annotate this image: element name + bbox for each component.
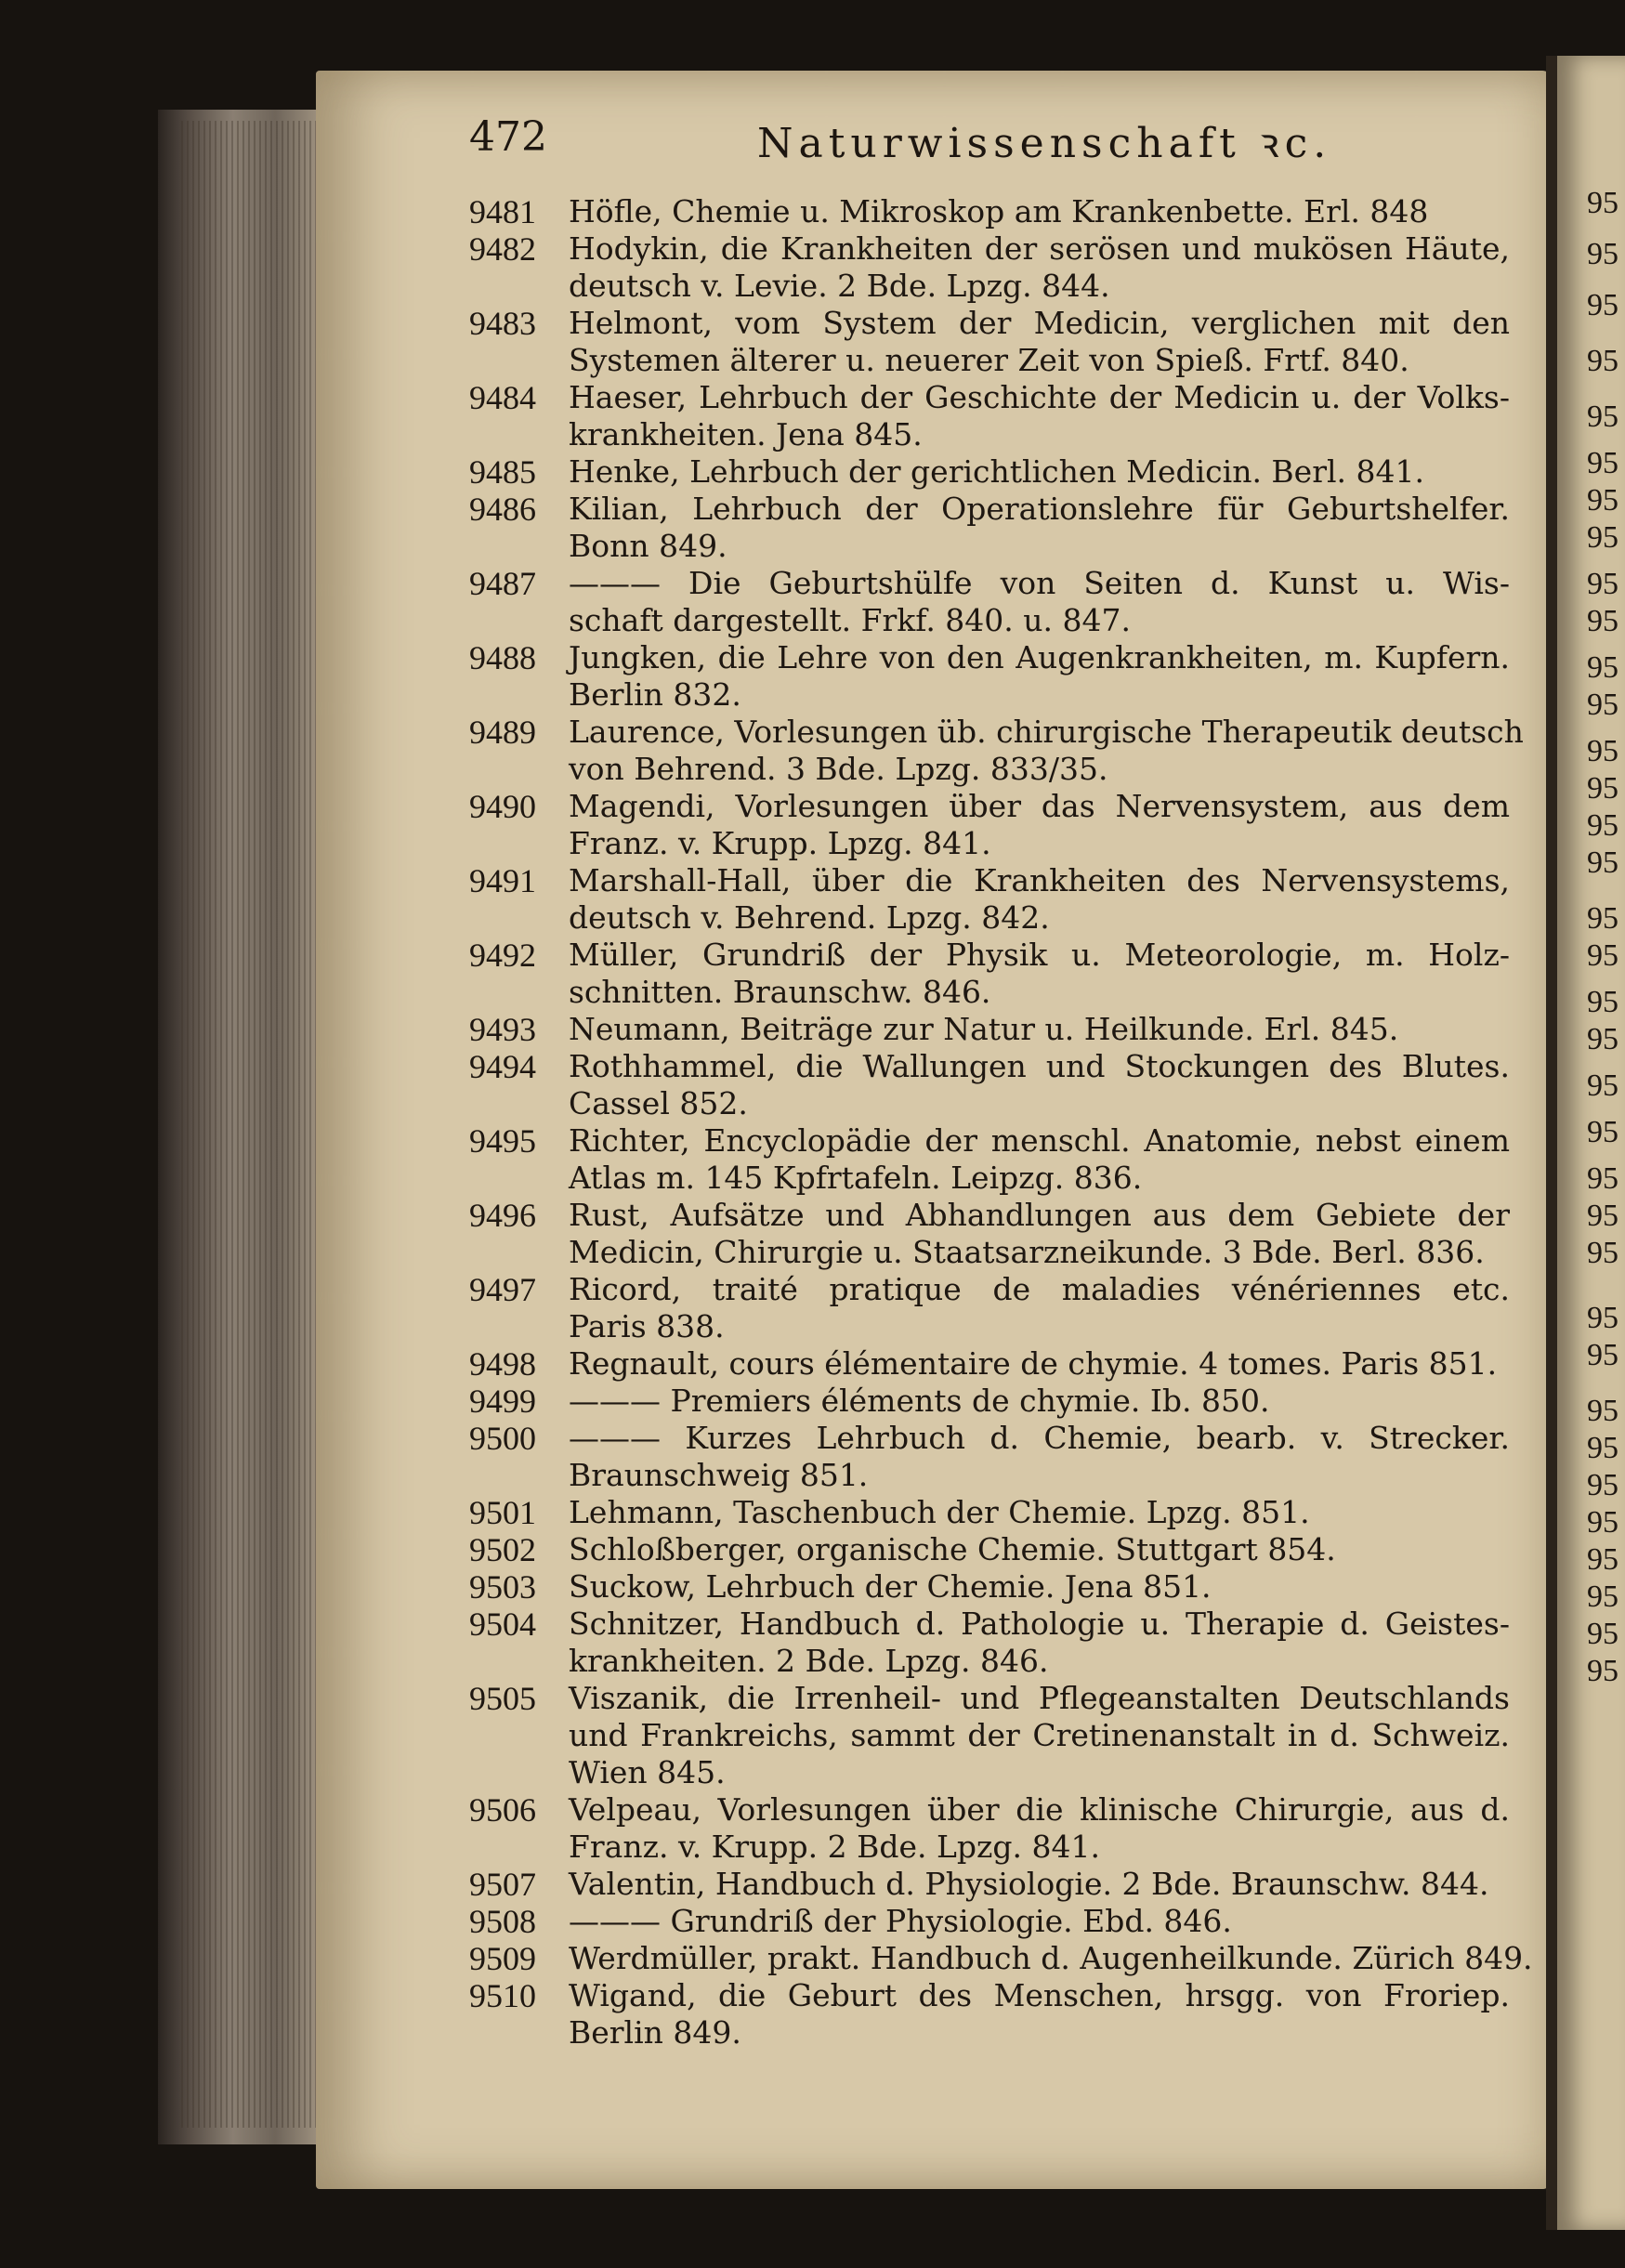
facing-page-numbers <box>1587 186 1625 2230</box>
entry-text <box>569 193 1510 230</box>
catalogue-entry <box>469 1680 1510 1791</box>
catalogue-entry <box>469 305 1510 379</box>
entry-line: Helmont, vom System der Medicin, verglichen mit den <box>569 305 1510 341</box>
facing-page-number: 95 <box>1587 1542 1618 1577</box>
entry-line: Franz. v. Krupp. Lpzg. 841. <box>569 825 991 861</box>
entry-text <box>569 1977 1510 2052</box>
entry-text <box>569 1791 1510 1866</box>
facing-page-number: 95 <box>1587 846 1618 880</box>
entry-line: Werdmüller, prakt. Handbuch d. Augenheilkunde. Zürich 849. <box>569 1940 1533 1976</box>
entry-text <box>569 491 1510 565</box>
entry-text <box>569 1568 1510 1606</box>
entry-number: 9481 <box>469 193 536 230</box>
entry-text <box>569 1011 1510 1048</box>
facing-page-number: 95 <box>1587 1394 1618 1428</box>
catalogue-entry <box>469 565 1510 639</box>
facing-page-number: 95 <box>1587 186 1618 220</box>
entry-text <box>569 788 1510 862</box>
facing-page-number: 95 <box>1587 650 1618 685</box>
entry-line: Berlin 849. <box>569 2014 741 2051</box>
entry-text <box>569 937 1510 1011</box>
entry-line: Laurence, Vorlesungen üb. chirurgische Therapeutik deutsch <box>569 714 1524 750</box>
entry-line: ——— Grundriß der Physiologie. Ebd. 846. <box>569 1903 1232 1939</box>
entry-number: 9482 <box>469 230 536 268</box>
facing-page-number: 95 <box>1587 446 1618 480</box>
entry-line: Medicin, Chirurgie u. Staatsarzneikunde. 3 Bde. Berl. 836. <box>569 1234 1485 1270</box>
catalogue-entry <box>469 1048 1510 1122</box>
catalogue-entry <box>469 1977 1510 2052</box>
entry-line: Hodykin, die Krankheiten der serösen und mukösen Häute, <box>569 230 1510 267</box>
entry-text <box>569 1048 1510 1122</box>
entry-line: Henke, Lehrbuch der gerichtlichen Medicin. Berl. 841. <box>569 453 1424 490</box>
entry-line: schnitten. Braunschw. 846. <box>569 974 991 1010</box>
entry-line: Magendi, Vorlesungen über das Nervensystem, aus dem <box>569 788 1510 824</box>
entry-text <box>569 1122 1510 1197</box>
catalogue-entry <box>469 1531 1510 1568</box>
entry-line: Atlas m. 145 Kpfrtafeln. Leipzg. 836. <box>569 1160 1143 1196</box>
entry-text <box>569 453 1510 491</box>
entry-number: 9494 <box>469 1048 536 1085</box>
entry-line: schaft dargestellt. Frkf. 840. u. 847. <box>569 602 1131 638</box>
catalogue-entry <box>469 937 1510 1011</box>
facing-page-number: 95 <box>1587 1654 1618 1688</box>
entry-text <box>569 230 1510 305</box>
facing-page-number: 95 <box>1587 483 1618 518</box>
catalogue-entry <box>469 1903 1510 1940</box>
entry-line: ——— Die Geburtshülfe von Seiten d. Kunst u. Wis- <box>569 565 1510 601</box>
catalogue-entry <box>469 639 1510 714</box>
page-edge-texture <box>181 121 321 2128</box>
entry-line: Haeser, Lehrbuch der Geschichte der Medicin u. der Volks- <box>569 379 1510 415</box>
entry-line: Bonn 849. <box>569 528 727 564</box>
catalogue-entry <box>469 1271 1510 1345</box>
entry-number: 9498 <box>469 1345 536 1383</box>
facing-page-number: 95 <box>1587 237 1618 271</box>
entry-number: 9506 <box>469 1791 536 1829</box>
entry-line: ——— Premiers éléments de chymie. Ib. 850. <box>569 1383 1270 1419</box>
catalogue-entry <box>469 193 1510 230</box>
entry-line: Valentin, Handbuch d. Physiologie. 2 Bde. Braunschw. 844. <box>569 1866 1489 1902</box>
catalogue-entry <box>469 453 1510 491</box>
entry-number: 9492 <box>469 937 536 974</box>
entry-text <box>569 862 1510 937</box>
entry-line: Braunschweig 851. <box>569 1457 869 1493</box>
facing-page-number: 95 <box>1587 985 1618 1019</box>
entry-number: 9500 <box>469 1420 536 1457</box>
entry-line: deutsch v. Levie. 2 Bde. Lpzg. 844. <box>569 268 1110 304</box>
entry-line: von Behrend. 3 Bde. Lpzg. 833/35. <box>569 751 1108 787</box>
entry-number: 9501 <box>469 1494 536 1531</box>
catalogue-entry <box>469 788 1510 862</box>
entry-text <box>569 1866 1510 1903</box>
catalogue-entry <box>469 1197 1510 1271</box>
catalogue-entry <box>469 862 1510 937</box>
entry-text <box>569 1531 1510 1568</box>
facing-page-number: 95 <box>1587 734 1618 768</box>
entry-number: 9487 <box>469 565 536 602</box>
entry-line: Jungken, die Lehre von den Augenkrankheiten, m. Kupfern. <box>569 639 1510 675</box>
entry-line: Schnitzer, Handbuch d. Pathologie u. Therapie d. Geistes- <box>569 1606 1510 1642</box>
facing-page-number: 95 <box>1587 1199 1618 1233</box>
entry-line: ——— Kurzes Lehrbuch d. Chemie, bearb. v. Strecker. <box>569 1420 1510 1456</box>
catalogue-entry <box>469 1494 1510 1531</box>
entry-line: Lehmann, Taschenbuch der Chemie. Lpzg. 851. <box>569 1494 1310 1530</box>
entry-number: 9497 <box>469 1271 536 1308</box>
entry-number: 9504 <box>469 1606 536 1643</box>
facing-page-number: 95 <box>1587 400 1618 434</box>
entry-number: 9503 <box>469 1568 536 1606</box>
entry-line: Berlin 832. <box>569 676 741 713</box>
entry-number: 9493 <box>469 1011 536 1048</box>
entry-text <box>569 714 1524 788</box>
entry-number: 9483 <box>469 305 536 342</box>
entry-number: 9509 <box>469 1940 536 1977</box>
facing-page-number: 95 <box>1587 1161 1618 1196</box>
entry-text <box>569 1197 1510 1271</box>
facing-page-number: 95 <box>1587 288 1618 322</box>
entry-text <box>569 639 1510 714</box>
catalogue-entries <box>469 193 1533 2052</box>
entry-line: Schloßberger, organische Chemie. Stuttgart 854. <box>569 1531 1336 1567</box>
facing-page-number: 95 <box>1587 1236 1618 1270</box>
entry-line: Neumann, Beiträge zur Natur u. Heilkunde. Erl. 845. <box>569 1011 1399 1047</box>
entry-number: 9484 <box>469 379 536 416</box>
entry-number: 9489 <box>469 714 536 751</box>
catalogue-entry <box>469 379 1510 453</box>
facing-page-number: 95 <box>1587 1505 1618 1540</box>
entry-number: 9488 <box>469 639 536 676</box>
entry-line: Paris 838. <box>569 1308 725 1344</box>
facing-page-number: 95 <box>1587 567 1618 601</box>
entry-line: krankheiten. Jena 845. <box>569 416 923 452</box>
facing-page-number: 95 <box>1587 1617 1618 1651</box>
catalogue-entry <box>469 1011 1510 1048</box>
entry-line: Systemen älterer u. neuerer Zeit von Spieß. Frtf. 840. <box>569 342 1409 378</box>
running-title: Naturwissenschaft ꝛc. <box>757 120 1332 167</box>
entry-text <box>569 379 1510 453</box>
entry-number: 9502 <box>469 1531 536 1568</box>
entry-number: 9505 <box>469 1680 536 1717</box>
entry-text <box>569 1680 1510 1791</box>
entry-text <box>569 1420 1510 1494</box>
entry-text <box>569 1271 1510 1345</box>
entry-number: 9491 <box>469 862 536 899</box>
entry-line: Suckow, Lehrbuch der Chemie. Jena 851. <box>569 1568 1212 1605</box>
entry-text <box>569 1903 1510 1940</box>
page-header <box>469 113 1519 178</box>
entry-text <box>569 565 1510 639</box>
facing-page-number: 95 <box>1587 771 1618 806</box>
entry-line: und Frankreichs, sammt der Cretinenanstalt in d. Schweiz. <box>569 1717 1510 1753</box>
entry-line: Marshall-Hall, über die Krankheiten des Nervensystems, <box>569 862 1510 898</box>
facing-page-number: 95 <box>1587 901 1618 936</box>
facing-page-number: 95 <box>1587 1468 1618 1502</box>
facing-page-number: 95 <box>1587 1022 1618 1056</box>
entry-line: Höfle, Chemie u. Mikroskop am Krankenbette. Erl. 848 <box>569 193 1429 229</box>
catalogue-entry <box>469 1122 1510 1197</box>
entry-line: Regnault, cours élémentaire de chymie. 4 tomes. Paris 851. <box>569 1345 1498 1382</box>
entry-line: Rothhammel, die Wallungen und Stockungen des Blutes. <box>569 1048 1510 1084</box>
entry-line: Rust, Aufsätze und Abhandlungen aus dem Gebiete der <box>569 1197 1510 1233</box>
entry-number: 9499 <box>469 1383 536 1420</box>
entry-number: 9496 <box>469 1197 536 1234</box>
facing-page-number: 95 <box>1587 1338 1618 1372</box>
catalogue-entry <box>469 1420 1510 1494</box>
catalogue-entry <box>469 230 1510 305</box>
catalogue-entry <box>469 714 1524 788</box>
entry-number: 9485 <box>469 453 536 491</box>
facing-page-number: 95 <box>1587 938 1618 973</box>
entry-line: Viszanik, die Irrenheil- und Pflegeanstalten Deutschlands <box>569 1680 1510 1716</box>
page-number: 472 <box>469 113 547 161</box>
entry-number: 9507 <box>469 1866 536 1903</box>
entry-text <box>569 1345 1510 1383</box>
entry-text <box>569 1940 1533 1977</box>
catalogue-entry <box>469 1866 1510 1903</box>
facing-page-number: 95 <box>1587 1431 1618 1465</box>
entry-line: deutsch v. Behrend. Lpzg. 842. <box>569 899 1050 936</box>
facing-page-number: 95 <box>1587 808 1618 843</box>
entry-line: Cassel 852. <box>569 1085 748 1121</box>
entry-line: krankheiten. 2 Bde. Lpzg. 846. <box>569 1643 1049 1679</box>
catalogue-entry <box>469 1345 1510 1383</box>
entry-line: Richter, Encyclopädie der menschl. Anatomie, nebst einem <box>569 1122 1510 1159</box>
entry-line: Velpeau, Vorlesungen über die klinische Chirurgie, aus d. <box>569 1791 1510 1828</box>
entry-number: 9508 <box>469 1903 536 1940</box>
entry-text <box>569 1383 1510 1420</box>
entry-text <box>569 1494 1510 1531</box>
facing-page-number: 95 <box>1587 520 1618 555</box>
entry-line: Müller, Grundriß der Physik u. Meteorologie, m. Holz- <box>569 937 1510 973</box>
facing-page-number: 95 <box>1587 344 1618 378</box>
entry-number: 9486 <box>469 491 536 528</box>
catalogue-entry <box>469 1940 1533 1977</box>
facing-page-number: 95 <box>1587 1301 1618 1335</box>
facing-page-number: 95 <box>1587 1115 1618 1149</box>
facing-page-number: 95 <box>1587 688 1618 722</box>
entry-line: Wien 845. <box>569 1754 726 1790</box>
facing-page-number: 95 <box>1587 1068 1618 1103</box>
entry-line: Ricord, traité pratique de maladies vénériennes etc. <box>569 1271 1510 1307</box>
entry-line: Wigand, die Geburt des Menschen, hrsgg. von Froriep. <box>569 1977 1510 2013</box>
catalogue-entry <box>469 1791 1510 1866</box>
entry-line: Franz. v. Krupp. 2 Bde. Lpzg. 841. <box>569 1829 1100 1865</box>
catalogue-entry <box>469 1606 1510 1680</box>
facing-page-number: 95 <box>1587 1580 1618 1614</box>
entry-number: 9495 <box>469 1122 536 1160</box>
entry-text <box>569 1606 1510 1680</box>
entry-number: 9510 <box>469 1977 536 2014</box>
entry-text <box>569 305 1510 379</box>
catalogue-entry <box>469 491 1510 565</box>
facing-page-number: 95 <box>1587 604 1618 638</box>
catalogue-entry <box>469 1383 1510 1420</box>
entry-number: 9490 <box>469 788 536 825</box>
catalogue-entry <box>469 1568 1510 1606</box>
entry-line: Kilian, Lehrbuch der Operationslehre für Geburtshelfer. <box>569 491 1510 527</box>
